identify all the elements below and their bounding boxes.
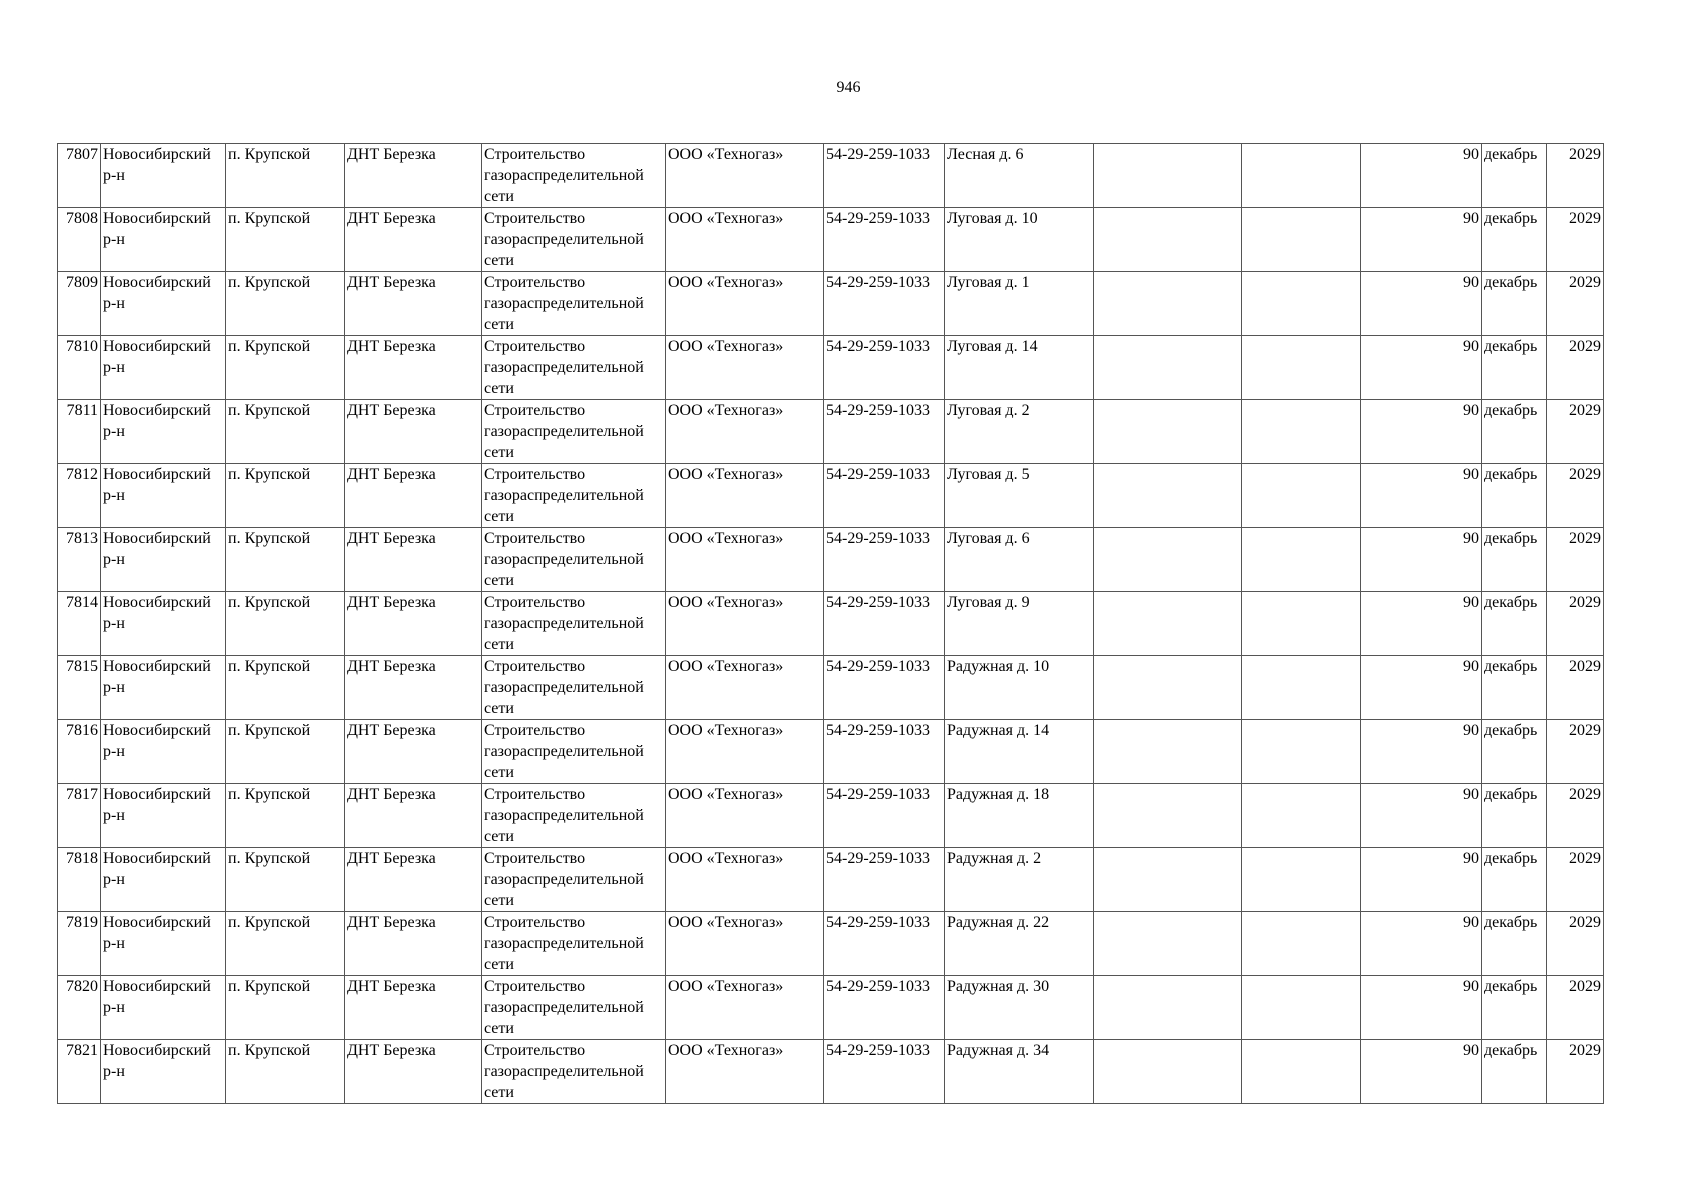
month-cell: декабрь [1482,336,1547,400]
value-cell: 90 [1361,208,1482,272]
table-row [58,912,1604,976]
year-cell: 2029 [1547,272,1604,336]
year-cell: 2029 [1547,336,1604,400]
district-cell: Новосибирский р-н [101,976,226,1040]
year-cell: 2029 [1547,464,1604,528]
object-cell: ДНТ Березка [345,464,482,528]
district-cell: Новосибирский р-н [101,848,226,912]
work-cell: Строительство газораспределительной сети [482,464,666,528]
row-number-cell: 7816 [58,720,101,784]
value-cell: 90 [1361,656,1482,720]
organization-cell: ООО «Техногаз» [666,848,824,912]
table-row [58,848,1604,912]
empty-cell [1094,528,1242,592]
work-cell: Строительство газораспределительной сети [482,528,666,592]
code-cell: 54-29-259-1033 [824,1040,945,1104]
code-cell: 54-29-259-1033 [824,784,945,848]
settlement-cell: п. Крупской [226,208,345,272]
organization-cell: ООО «Техногаз» [666,400,824,464]
month-cell: декабрь [1482,848,1547,912]
row-number-cell: 7810 [58,336,101,400]
code-cell: 54-29-259-1033 [824,720,945,784]
month-cell: декабрь [1482,592,1547,656]
address-cell: Радужная д. 34 [945,1040,1094,1104]
empty-cell [1242,720,1361,784]
work-cell: Строительство газораспределительной сети [482,400,666,464]
work-cell: Строительство газораспределительной сети [482,848,666,912]
table-row [58,720,1604,784]
district-cell: Новосибирский р-н [101,592,226,656]
empty-cell [1242,592,1361,656]
organization-cell: ООО «Техногаз» [666,1040,824,1104]
organization-cell: ООО «Техногаз» [666,784,824,848]
address-cell: Радужная д. 2 [945,848,1094,912]
month-cell: декабрь [1482,464,1547,528]
month-cell: декабрь [1482,400,1547,464]
row-number-cell: 7821 [58,1040,101,1104]
settlement-cell: п. Крупской [226,848,345,912]
value-cell: 90 [1361,592,1482,656]
organization-cell: ООО «Техногаз» [666,720,824,784]
code-cell: 54-29-259-1033 [824,208,945,272]
empty-cell [1242,656,1361,720]
object-cell: ДНТ Березка [345,784,482,848]
empty-cell [1242,848,1361,912]
value-cell: 90 [1361,912,1482,976]
empty-cell [1094,656,1242,720]
organization-cell: ООО «Техногаз» [666,208,824,272]
object-cell: ДНТ Березка [345,848,482,912]
year-cell: 2029 [1547,912,1604,976]
row-number-cell: 7817 [58,784,101,848]
empty-cell [1242,208,1361,272]
address-cell: Луговая д. 6 [945,528,1094,592]
year-cell: 2029 [1547,976,1604,1040]
code-cell: 54-29-259-1033 [824,144,945,208]
empty-cell [1242,272,1361,336]
table-row [58,528,1604,592]
month-cell: декабрь [1482,528,1547,592]
code-cell: 54-29-259-1033 [824,656,945,720]
empty-cell [1242,528,1361,592]
settlement-cell: п. Крупской [226,720,345,784]
work-cell: Строительство газораспределительной сети [482,1040,666,1104]
object-cell: ДНТ Березка [345,656,482,720]
value-cell: 90 [1361,336,1482,400]
month-cell: декабрь [1482,144,1547,208]
object-cell: ДНТ Березка [345,976,482,1040]
object-cell: ДНТ Березка [345,1040,482,1104]
year-cell: 2029 [1547,208,1604,272]
code-cell: 54-29-259-1033 [824,912,945,976]
work-cell: Строительство газораспределительной сети [482,912,666,976]
district-cell: Новосибирский р-н [101,208,226,272]
address-cell: Луговая д. 5 [945,464,1094,528]
value-cell: 90 [1361,1040,1482,1104]
settlement-cell: п. Крупской [226,912,345,976]
year-cell: 2029 [1547,1040,1604,1104]
district-cell: Новосибирский р-н [101,528,226,592]
value-cell: 90 [1361,848,1482,912]
empty-cell [1094,720,1242,784]
organization-cell: ООО «Техногаз» [666,272,824,336]
object-cell: ДНТ Березка [345,912,482,976]
year-cell: 2029 [1547,848,1604,912]
empty-cell [1242,336,1361,400]
organization-cell: ООО «Техногаз» [666,336,824,400]
table-row [58,656,1604,720]
table-row [58,1040,1604,1104]
code-cell: 54-29-259-1033 [824,592,945,656]
table-body [58,144,1604,1104]
code-cell: 54-29-259-1033 [824,400,945,464]
address-cell: Луговая д. 14 [945,336,1094,400]
month-cell: декабрь [1482,976,1547,1040]
empty-cell [1094,336,1242,400]
year-cell: 2029 [1547,528,1604,592]
work-cell: Строительство газораспределительной сети [482,336,666,400]
table-row [58,784,1604,848]
empty-cell [1094,272,1242,336]
year-cell: 2029 [1547,784,1604,848]
settlement-cell: п. Крупской [226,976,345,1040]
month-cell: декабрь [1482,656,1547,720]
code-cell: 54-29-259-1033 [824,528,945,592]
address-cell: Луговая д. 2 [945,400,1094,464]
page-number: 946 [836,79,861,96]
month-cell: декабрь [1482,272,1547,336]
work-cell: Строительство газораспределительной сети [482,720,666,784]
address-cell: Луговая д. 1 [945,272,1094,336]
table-row [58,592,1604,656]
object-cell: ДНТ Березка [345,336,482,400]
organization-cell: ООО «Техногаз» [666,656,824,720]
table-row [58,144,1604,208]
organization-cell: ООО «Техногаз» [666,976,824,1040]
value-cell: 90 [1361,400,1482,464]
empty-cell [1094,848,1242,912]
organization-cell: ООО «Техногаз» [666,912,824,976]
value-cell: 90 [1361,272,1482,336]
district-cell: Новосибирский р-н [101,144,226,208]
row-number-cell: 7813 [58,528,101,592]
month-cell: декабрь [1482,912,1547,976]
work-cell: Строительство газораспределительной сети [482,144,666,208]
district-cell: Новосибирский р-н [101,336,226,400]
code-cell: 54-29-259-1033 [824,336,945,400]
organization-cell: ООО «Техногаз» [666,528,824,592]
object-cell: ДНТ Березка [345,400,482,464]
code-cell: 54-29-259-1033 [824,464,945,528]
table-row [58,976,1604,1040]
district-cell: Новосибирский р-н [101,1040,226,1104]
object-cell: ДНТ Березка [345,592,482,656]
settlement-cell: п. Крупской [226,784,345,848]
work-cell: Строительство газораспределительной сети [482,208,666,272]
address-cell: Луговая д. 9 [945,592,1094,656]
empty-cell [1094,1040,1242,1104]
table-row [58,400,1604,464]
address-cell: Радужная д. 18 [945,784,1094,848]
empty-cell [1094,400,1242,464]
empty-cell [1242,912,1361,976]
settlement-cell: п. Крупской [226,1040,345,1104]
address-cell: Радужная д. 30 [945,976,1094,1040]
object-cell: ДНТ Березка [345,720,482,784]
address-cell: Луговая д. 10 [945,208,1094,272]
object-cell: ДНТ Березка [345,272,482,336]
address-cell: Радужная д. 10 [945,656,1094,720]
empty-cell [1094,144,1242,208]
address-cell: Лесная д. 6 [945,144,1094,208]
value-cell: 90 [1361,976,1482,1040]
empty-cell [1094,912,1242,976]
empty-cell [1094,592,1242,656]
value-cell: 90 [1361,784,1482,848]
settlement-cell: п. Крупской [226,400,345,464]
year-cell: 2029 [1547,656,1604,720]
empty-cell [1242,400,1361,464]
year-cell: 2029 [1547,144,1604,208]
address-cell: Радужная д. 14 [945,720,1094,784]
row-number-cell: 7814 [58,592,101,656]
empty-cell [1242,1040,1361,1104]
district-cell: Новосибирский р-н [101,656,226,720]
empty-cell [1094,208,1242,272]
value-cell: 90 [1361,720,1482,784]
empty-cell [1094,784,1242,848]
organization-cell: ООО «Техногаз» [666,464,824,528]
district-cell: Новосибирский р-н [101,784,226,848]
empty-cell [1242,784,1361,848]
work-cell: Строительство газораспределительной сети [482,272,666,336]
settlement-cell: п. Крупской [226,336,345,400]
organization-cell: ООО «Техногаз» [666,592,824,656]
row-number-cell: 7820 [58,976,101,1040]
empty-cell [1242,976,1361,1040]
month-cell: декабрь [1482,720,1547,784]
row-number-cell: 7818 [58,848,101,912]
work-cell: Строительство газораспределительной сети [482,656,666,720]
district-cell: Новосибирский р-н [101,400,226,464]
code-cell: 54-29-259-1033 [824,272,945,336]
settlement-cell: п. Крупской [226,528,345,592]
empty-cell [1094,464,1242,528]
settlement-cell: п. Крупской [226,464,345,528]
table-row [58,464,1604,528]
empty-cell [1242,144,1361,208]
value-cell: 90 [1361,464,1482,528]
district-cell: Новосибирский р-н [101,272,226,336]
year-cell: 2029 [1547,400,1604,464]
table-row [58,336,1604,400]
district-cell: Новосибирский р-н [101,464,226,528]
registry-table [57,143,1604,1104]
value-cell: 90 [1361,144,1482,208]
month-cell: декабрь [1482,784,1547,848]
year-cell: 2029 [1547,720,1604,784]
table-row [58,272,1604,336]
district-cell: Новосибирский р-н [101,720,226,784]
work-cell: Строительство газораспределительной сети [482,976,666,1040]
empty-cell [1242,464,1361,528]
settlement-cell: п. Крупской [226,592,345,656]
value-cell: 90 [1361,528,1482,592]
object-cell: ДНТ Березка [345,208,482,272]
row-number-cell: 7812 [58,464,101,528]
object-cell: ДНТ Березка [345,144,482,208]
object-cell: ДНТ Березка [345,528,482,592]
work-cell: Строительство газораспределительной сети [482,784,666,848]
settlement-cell: п. Крупской [226,272,345,336]
row-number-cell: 7807 [58,144,101,208]
table-row [58,208,1604,272]
row-number-cell: 7811 [58,400,101,464]
row-number-cell: 7808 [58,208,101,272]
year-cell: 2029 [1547,592,1604,656]
code-cell: 54-29-259-1033 [824,976,945,1040]
month-cell: декабрь [1482,1040,1547,1104]
row-number-cell: 7809 [58,272,101,336]
settlement-cell: п. Крупской [226,656,345,720]
work-cell: Строительство газораспределительной сети [482,592,666,656]
empty-cell [1094,976,1242,1040]
organization-cell: ООО «Техногаз» [666,144,824,208]
month-cell: декабрь [1482,208,1547,272]
row-number-cell: 7815 [58,656,101,720]
address-cell: Радужная д. 22 [945,912,1094,976]
code-cell: 54-29-259-1033 [824,848,945,912]
district-cell: Новосибирский р-н [101,912,226,976]
row-number-cell: 7819 [58,912,101,976]
settlement-cell: п. Крупской [226,144,345,208]
